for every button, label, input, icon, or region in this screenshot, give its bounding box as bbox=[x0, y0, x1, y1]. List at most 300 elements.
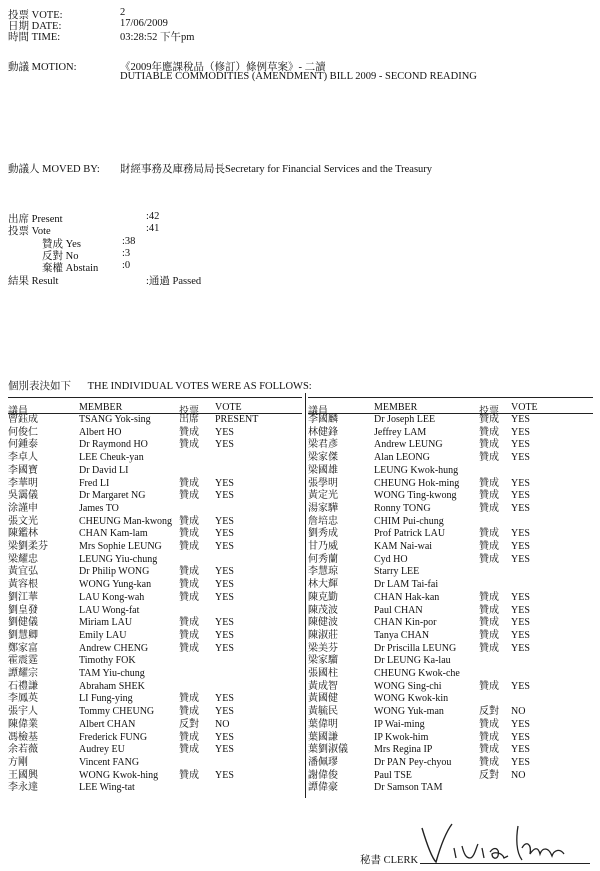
member-name-en: Starry LEE bbox=[374, 566, 420, 578]
member-name-zh: 李永達 bbox=[8, 782, 38, 794]
vote-en: YES bbox=[511, 439, 530, 451]
vote-zh: 贊成 bbox=[479, 642, 499, 654]
member-name-zh: 曾鈺成 bbox=[8, 414, 38, 425]
member-name-en: Fred LI bbox=[79, 477, 110, 489]
vote-zh: 贊成 bbox=[179, 693, 199, 705]
member-name-en: CHEUNG Hok-ming bbox=[374, 477, 460, 489]
member-name-en: CHAN Kam-lam bbox=[79, 528, 148, 540]
motion-title-zh: 《2009年應課稅品（修訂）條例草案》- 二讀 bbox=[120, 62, 326, 73]
vote-zh: 贊成 bbox=[179, 617, 199, 629]
present-label: 出席 Present bbox=[8, 214, 63, 225]
member-name-zh: 黃定光 bbox=[308, 490, 338, 502]
member-name-en: Dr Margaret NG bbox=[79, 490, 146, 502]
member-name-en: IP Wai-ming bbox=[374, 718, 425, 730]
vote-zh: 贊成 bbox=[479, 629, 499, 641]
member-name-zh: 謝偉俊 bbox=[308, 769, 338, 781]
member-name-en: WONG Ting-kwong bbox=[374, 490, 457, 502]
table-row bbox=[8, 719, 302, 731]
table-row bbox=[308, 592, 593, 604]
member-name-en: Dr LEUNG Ka-lau bbox=[374, 655, 451, 667]
vote-zh: 贊成 bbox=[179, 528, 199, 540]
no-value: :3 bbox=[122, 248, 131, 259]
member-name-en: TSANG Yok-sing bbox=[79, 414, 151, 425]
vote-en: YES bbox=[511, 744, 530, 756]
vote-zh: 贊成 bbox=[179, 515, 199, 527]
time-label: 時間 TIME: bbox=[8, 32, 61, 43]
table-row bbox=[308, 554, 593, 566]
motion-title-en: DUTIABLE COMMODITIES (AMENDMENT) BILL 2009 - SECOND READING bbox=[120, 71, 477, 82]
vote-en: YES bbox=[511, 731, 530, 743]
vote-zh: 贊成 bbox=[179, 541, 199, 552]
vote-zh: 贊成 bbox=[479, 731, 499, 743]
table-row bbox=[8, 706, 302, 718]
member-name-zh: 吳靄儀 bbox=[8, 490, 38, 502]
member-name-zh: 葉劉淑儀 bbox=[308, 744, 348, 756]
vote-en: YES bbox=[511, 426, 530, 438]
member-name-en: Dr Philip WONG bbox=[79, 566, 150, 578]
table-row bbox=[308, 516, 593, 528]
table-row bbox=[8, 693, 302, 705]
table-row bbox=[308, 465, 593, 477]
table-row bbox=[8, 617, 302, 629]
vote-en: YES bbox=[511, 553, 530, 565]
table-row bbox=[308, 744, 593, 756]
vote-en: YES bbox=[215, 426, 234, 438]
table-row bbox=[8, 516, 302, 528]
vote-en: YES bbox=[511, 617, 530, 629]
member-name-en: Dr Raymond HO bbox=[79, 439, 148, 451]
member-name-en: LEE Cheuk-yan bbox=[79, 452, 144, 464]
vote-zh: 贊成 bbox=[479, 553, 499, 565]
vote-en: YES bbox=[511, 502, 530, 514]
table-row bbox=[308, 503, 593, 515]
member-name-en: WONG Kwok-kin bbox=[374, 693, 449, 705]
member-name-en: LEUNG Kwok-hung bbox=[374, 464, 459, 476]
table-row bbox=[8, 452, 302, 464]
member-name-zh: 林健鋒 bbox=[308, 426, 338, 438]
vote-en: YES bbox=[511, 629, 530, 641]
table-row bbox=[308, 541, 593, 553]
member-name-zh: 李卓人 bbox=[8, 452, 38, 464]
table-row bbox=[8, 732, 302, 744]
member-name-en: Albert HO bbox=[79, 426, 122, 438]
member-name-zh: 甘乃威 bbox=[308, 541, 338, 552]
vote-en: PRESENT bbox=[215, 414, 259, 425]
vote-number-label: 投票 VOTE: bbox=[8, 10, 63, 21]
member-name-zh: 梁劉柔芬 bbox=[8, 541, 48, 552]
member-name-zh: 張宇人 bbox=[8, 706, 38, 718]
member-name-en: Timothy FOK bbox=[79, 655, 136, 667]
vote-en: YES bbox=[215, 744, 234, 756]
vote-en: YES bbox=[215, 591, 234, 603]
present-value: :42 bbox=[146, 211, 160, 222]
vote-zh: 反對 bbox=[479, 706, 499, 718]
vote-zh: 贊成 bbox=[179, 706, 199, 718]
member-name-en: Mrs Regina IP bbox=[374, 744, 433, 756]
member-name-en: Tommy CHEUNG bbox=[79, 706, 155, 718]
vote-header bbox=[8, 7, 598, 43]
member-name-zh: 葉偉明 bbox=[308, 718, 338, 730]
vote-zh: 反對 bbox=[479, 769, 499, 781]
table-row bbox=[8, 503, 302, 515]
member-name-en: Dr Priscilla LEUNG bbox=[374, 642, 457, 654]
table-row bbox=[8, 478, 302, 490]
vote-zh: 反對 bbox=[179, 718, 199, 730]
member-name-en: Jeffrey LAM bbox=[374, 426, 427, 438]
table-row bbox=[308, 732, 593, 744]
table-row bbox=[8, 490, 302, 502]
member-name-zh: 劉慧卿 bbox=[8, 629, 38, 641]
member-name-en: Abraham SHEK bbox=[79, 680, 145, 692]
individual-votes-heading-zh: 個別表決如下 bbox=[8, 381, 71, 392]
table-row bbox=[308, 566, 593, 578]
vote-en: YES bbox=[511, 591, 530, 603]
motion-block bbox=[8, 59, 598, 87]
time-value: 03:28:52 下午pm bbox=[120, 32, 195, 43]
right-col-vote-en: VOTE bbox=[511, 402, 538, 413]
table-row bbox=[308, 414, 593, 426]
member-name-en: Vincent FANG bbox=[79, 756, 140, 768]
member-name-zh: 張國柱 bbox=[308, 668, 338, 679]
member-name-zh: 詹培忠 bbox=[308, 515, 338, 527]
moved-by-block bbox=[8, 161, 598, 175]
table-row bbox=[308, 655, 593, 667]
member-name-zh: 陳克勤 bbox=[308, 591, 338, 603]
right-col-member-en: MEMBER bbox=[374, 402, 418, 413]
member-name-zh: 譚偉豪 bbox=[308, 782, 338, 794]
member-name-en: CHEUNG Man-kwong bbox=[79, 515, 173, 527]
member-name-en: KAM Nai-wai bbox=[374, 541, 433, 552]
table-row bbox=[8, 592, 302, 604]
vote-zh: 贊成 bbox=[179, 591, 199, 603]
vote-zh: 贊成 bbox=[479, 617, 499, 629]
motion-label: 動議 MOTION: bbox=[8, 62, 77, 73]
table-row bbox=[8, 541, 302, 553]
vote-en: YES bbox=[511, 604, 530, 616]
vote-en: YES bbox=[511, 528, 530, 540]
member-name-zh: 陳偉業 bbox=[8, 718, 38, 730]
moved-by-label: 動議人 MOVED BY: bbox=[8, 164, 100, 175]
right-col-member-zh: 議員 bbox=[308, 406, 328, 417]
member-name-en: Mrs Sophie LEUNG bbox=[79, 541, 162, 552]
date-value: 17/06/2009 bbox=[120, 18, 168, 29]
member-name-en: WONG Sing-chi bbox=[374, 680, 442, 692]
member-name-en: LEUNG Yiu-chung bbox=[79, 553, 158, 565]
table-row bbox=[308, 617, 593, 629]
member-name-zh: 梁家騮 bbox=[308, 655, 338, 667]
vote-zh: 贊成 bbox=[479, 604, 499, 616]
member-name-zh: 李華明 bbox=[8, 477, 38, 489]
vote-en: YES bbox=[511, 477, 530, 489]
vote-en: YES bbox=[511, 452, 530, 464]
vote-zh: 贊成 bbox=[179, 490, 199, 502]
member-name-zh: 潘佩璆 bbox=[308, 756, 338, 768]
table-row bbox=[308, 490, 593, 502]
table-row bbox=[308, 427, 593, 439]
table-row bbox=[308, 452, 593, 464]
member-name-en: Dr LAM Tai-fai bbox=[374, 579, 439, 591]
member-name-zh: 陳鑑林 bbox=[8, 528, 38, 540]
table-row bbox=[308, 757, 593, 769]
vote-zh: 贊成 bbox=[479, 718, 499, 730]
vote-en: YES bbox=[215, 731, 234, 743]
vote-zh: 贊成 bbox=[179, 566, 199, 578]
table-row bbox=[8, 744, 302, 756]
member-name-en: CHEUNG Kwok-che bbox=[374, 668, 460, 679]
vote-zh: 贊成 bbox=[479, 452, 499, 464]
vote-en: YES bbox=[511, 756, 530, 768]
member-name-zh: 陳淑莊 bbox=[308, 629, 338, 641]
vote-en: YES bbox=[215, 693, 234, 705]
vote-zh: 贊成 bbox=[479, 502, 499, 514]
vote-zh: 贊成 bbox=[179, 731, 199, 743]
vote-en: YES bbox=[215, 629, 234, 641]
member-name-zh: 馮檢基 bbox=[8, 731, 38, 743]
member-name-en: Andrew LEUNG bbox=[374, 439, 443, 451]
vote-en: YES bbox=[215, 617, 234, 629]
member-name-zh: 梁君彥 bbox=[308, 439, 338, 451]
member-name-zh: 黃宜弘 bbox=[8, 566, 38, 578]
vote-en: YES bbox=[511, 680, 530, 692]
member-name-zh: 梁家傑 bbox=[308, 452, 338, 464]
member-name-en: Frederick FUNG bbox=[79, 731, 148, 743]
member-name-zh: 譚耀宗 bbox=[8, 668, 38, 679]
vote-zh: 贊成 bbox=[479, 477, 499, 489]
member-name-en: WONG Kwok-hing bbox=[79, 769, 159, 781]
member-name-en: Tanya CHAN bbox=[374, 629, 430, 641]
member-name-zh: 葉國謙 bbox=[308, 731, 338, 743]
individual-votes-heading-en: THE INDIVIDUAL VOTES WERE AS FOLLOWS: bbox=[87, 381, 312, 392]
member-name-zh: 梁國雄 bbox=[308, 464, 338, 476]
member-name-zh: 梁耀忠 bbox=[8, 553, 38, 565]
clerk-signature-line bbox=[420, 863, 590, 864]
member-name-en: Ronny TONG bbox=[374, 502, 431, 514]
member-name-en: IP Kwok-him bbox=[374, 731, 429, 743]
member-name-zh: 何鍾泰 bbox=[8, 439, 38, 451]
vote-en: YES bbox=[215, 439, 234, 451]
vote-en: YES bbox=[215, 769, 234, 781]
yes-label: 贊成 Yes bbox=[42, 239, 81, 250]
table-row bbox=[308, 643, 593, 655]
member-name-zh: 湯家驊 bbox=[308, 502, 338, 514]
table-row bbox=[8, 579, 302, 591]
member-name-zh: 劉皇發 bbox=[8, 604, 38, 616]
vote-zh: 贊成 bbox=[479, 490, 499, 502]
vote-zh: 贊成 bbox=[179, 579, 199, 591]
member-name-zh: 張學明 bbox=[308, 477, 338, 489]
vote-count-value: :41 bbox=[146, 223, 160, 234]
table-row bbox=[8, 757, 302, 769]
vote-zh: 贊成 bbox=[479, 439, 499, 451]
table-row bbox=[308, 719, 593, 731]
table-row bbox=[308, 579, 593, 591]
member-name-zh: 余若薇 bbox=[8, 744, 38, 756]
vote-summary bbox=[8, 211, 308, 291]
table-row bbox=[8, 681, 302, 693]
member-name-zh: 劉健儀 bbox=[8, 617, 38, 629]
member-name-en: Prof Patrick LAU bbox=[374, 528, 446, 540]
table-row bbox=[8, 668, 302, 680]
table-row bbox=[308, 782, 593, 794]
table-row bbox=[308, 706, 593, 718]
member-name-zh: 黃容根 bbox=[8, 579, 38, 591]
vote-en: YES bbox=[215, 490, 234, 502]
table-row bbox=[308, 668, 593, 680]
table-row bbox=[8, 605, 302, 617]
member-name-zh: 方剛 bbox=[8, 756, 28, 768]
table-row bbox=[308, 693, 593, 705]
abstain-value: :0 bbox=[122, 260, 131, 271]
member-name-zh: 林大輝 bbox=[308, 579, 338, 591]
vote-zh: 贊成 bbox=[479, 744, 499, 756]
table-row bbox=[308, 439, 593, 451]
table-row bbox=[8, 414, 302, 426]
vote-en: YES bbox=[215, 566, 234, 578]
vote-count-label: 投票 Vote bbox=[8, 226, 51, 237]
vote-en: YES bbox=[511, 642, 530, 654]
vote-zh: 贊成 bbox=[479, 414, 499, 425]
member-name-zh: 李國寶 bbox=[8, 464, 38, 476]
member-name-zh: 陳茂波 bbox=[308, 604, 338, 616]
member-name-zh: 劉秀成 bbox=[308, 528, 338, 540]
vote-en: NO bbox=[511, 706, 526, 718]
member-name-en: Audrey EU bbox=[79, 744, 125, 756]
member-name-zh: 陳健波 bbox=[308, 617, 338, 629]
member-name-en: Paul TSE bbox=[374, 769, 412, 781]
table-row bbox=[8, 427, 302, 439]
member-name-en: Miriam LAU bbox=[79, 617, 133, 629]
vote-zh: 贊成 bbox=[479, 680, 499, 692]
table-row bbox=[8, 782, 302, 794]
member-name-en: WONG Yuk-man bbox=[374, 706, 444, 718]
vote-zh: 贊成 bbox=[179, 744, 199, 756]
member-name-zh: 梁美芬 bbox=[308, 642, 338, 654]
vote-en: YES bbox=[215, 477, 234, 489]
member-name-en: James TO bbox=[79, 502, 119, 514]
table-row bbox=[8, 566, 302, 578]
vote-en: YES bbox=[215, 642, 234, 654]
table-row bbox=[8, 554, 302, 566]
abstain-label: 棄權 Abstain bbox=[42, 263, 99, 274]
table-row bbox=[308, 478, 593, 490]
vote-en: YES bbox=[215, 528, 234, 540]
table-row bbox=[308, 681, 593, 693]
vote-zh: 贊成 bbox=[179, 769, 199, 781]
table-row bbox=[8, 655, 302, 667]
table-row bbox=[308, 528, 593, 540]
member-name-en: Paul CHAN bbox=[374, 604, 423, 616]
member-name-en: Dr David LI bbox=[79, 464, 129, 476]
individual-votes-heading bbox=[8, 378, 312, 393]
member-name-en: Cyd HO bbox=[374, 553, 408, 565]
vote-number-value: 2 bbox=[120, 7, 126, 18]
left-table-top-rule bbox=[8, 397, 302, 398]
member-name-zh: 李鳳英 bbox=[8, 693, 38, 705]
left-col-member-zh: 議員 bbox=[8, 406, 28, 417]
vote-zh: 贊成 bbox=[479, 541, 499, 552]
member-name-en: Alan LEONG bbox=[374, 452, 430, 464]
member-name-en: CHIM Pui-chung bbox=[374, 515, 444, 527]
vote-en: YES bbox=[511, 541, 530, 552]
member-name-zh: 何俊仁 bbox=[8, 426, 38, 438]
table-row bbox=[308, 605, 593, 617]
clerk-signature bbox=[418, 818, 568, 868]
left-col-vote-en: VOTE bbox=[215, 402, 242, 413]
vote-en: YES bbox=[215, 579, 234, 591]
member-name-zh: 黃國健 bbox=[308, 693, 338, 705]
member-name-en: CHAN Kin-por bbox=[374, 617, 437, 629]
member-name-zh: 黃成智 bbox=[308, 680, 338, 692]
vote-en: NO bbox=[215, 718, 230, 730]
right-table-top-rule bbox=[308, 397, 593, 398]
member-name-en: Albert CHAN bbox=[79, 718, 136, 730]
vote-zh: 贊成 bbox=[179, 426, 199, 438]
table-row bbox=[8, 630, 302, 642]
member-name-en: TAM Yiu-chung bbox=[79, 668, 145, 679]
member-name-zh: 劉江華 bbox=[8, 591, 38, 603]
vote-zh: 出席 bbox=[179, 414, 199, 425]
clerk-label: 秘書 CLERK bbox=[360, 855, 419, 866]
table-row bbox=[8, 439, 302, 451]
member-name-en: Andrew CHENG bbox=[79, 642, 149, 654]
member-name-en: Dr Joseph LEE bbox=[374, 414, 436, 425]
member-name-zh: 張文光 bbox=[8, 515, 38, 527]
member-name-zh: 霍震霆 bbox=[8, 655, 38, 667]
vote-zh: 贊成 bbox=[179, 477, 199, 489]
member-name-en: Dr PAN Pey-chyou bbox=[374, 756, 452, 768]
member-name-en: LEE Wing-tat bbox=[79, 782, 135, 794]
vote-zh: 贊成 bbox=[479, 528, 499, 540]
member-name-zh: 王國興 bbox=[8, 769, 38, 781]
member-name-zh: 何秀蘭 bbox=[308, 553, 338, 565]
right-col-vote-zh: 投票 bbox=[479, 406, 499, 417]
member-name-zh: 涂謹申 bbox=[8, 502, 38, 514]
vote-zh: 贊成 bbox=[479, 756, 499, 768]
vote-en: YES bbox=[215, 706, 234, 718]
table-row bbox=[308, 630, 593, 642]
vote-en: YES bbox=[215, 515, 234, 527]
member-name-zh: 黃毓民 bbox=[308, 706, 338, 718]
vote-zh: 贊成 bbox=[179, 642, 199, 654]
left-col-member-en: MEMBER bbox=[79, 402, 123, 413]
member-name-en: LI Fung-ying bbox=[79, 693, 133, 705]
result-value: :通過 Passed bbox=[146, 276, 202, 287]
vote-zh: 贊成 bbox=[479, 426, 499, 438]
member-name-en: WONG Yung-kan bbox=[79, 579, 152, 591]
result-label: 結果 Result bbox=[8, 276, 59, 287]
table-row bbox=[8, 465, 302, 477]
date-label: 日期 DATE: bbox=[8, 21, 62, 32]
vote-zh: 贊成 bbox=[479, 591, 499, 603]
member-name-zh: 李慧琼 bbox=[308, 566, 338, 578]
member-name-en: CHAN Hak-kan bbox=[374, 591, 440, 603]
vote-en: NO bbox=[511, 769, 526, 781]
yes-value: :38 bbox=[122, 236, 136, 247]
member-name-zh: 鄭家富 bbox=[8, 642, 38, 654]
no-label: 反對 No bbox=[42, 251, 79, 262]
left-col-vote-zh: 投票 bbox=[179, 406, 199, 417]
vote-en: YES bbox=[511, 718, 530, 730]
member-name-en: Dr Samson TAM bbox=[374, 782, 443, 794]
table-row bbox=[8, 770, 302, 782]
table-row bbox=[8, 528, 302, 540]
member-name-zh: 石禮謙 bbox=[8, 680, 38, 692]
member-name-en: LAU Kong-wah bbox=[79, 591, 145, 603]
vote-en: YES bbox=[511, 414, 530, 425]
table-row bbox=[8, 643, 302, 655]
table-row bbox=[308, 770, 593, 782]
vote-en: YES bbox=[511, 490, 530, 502]
